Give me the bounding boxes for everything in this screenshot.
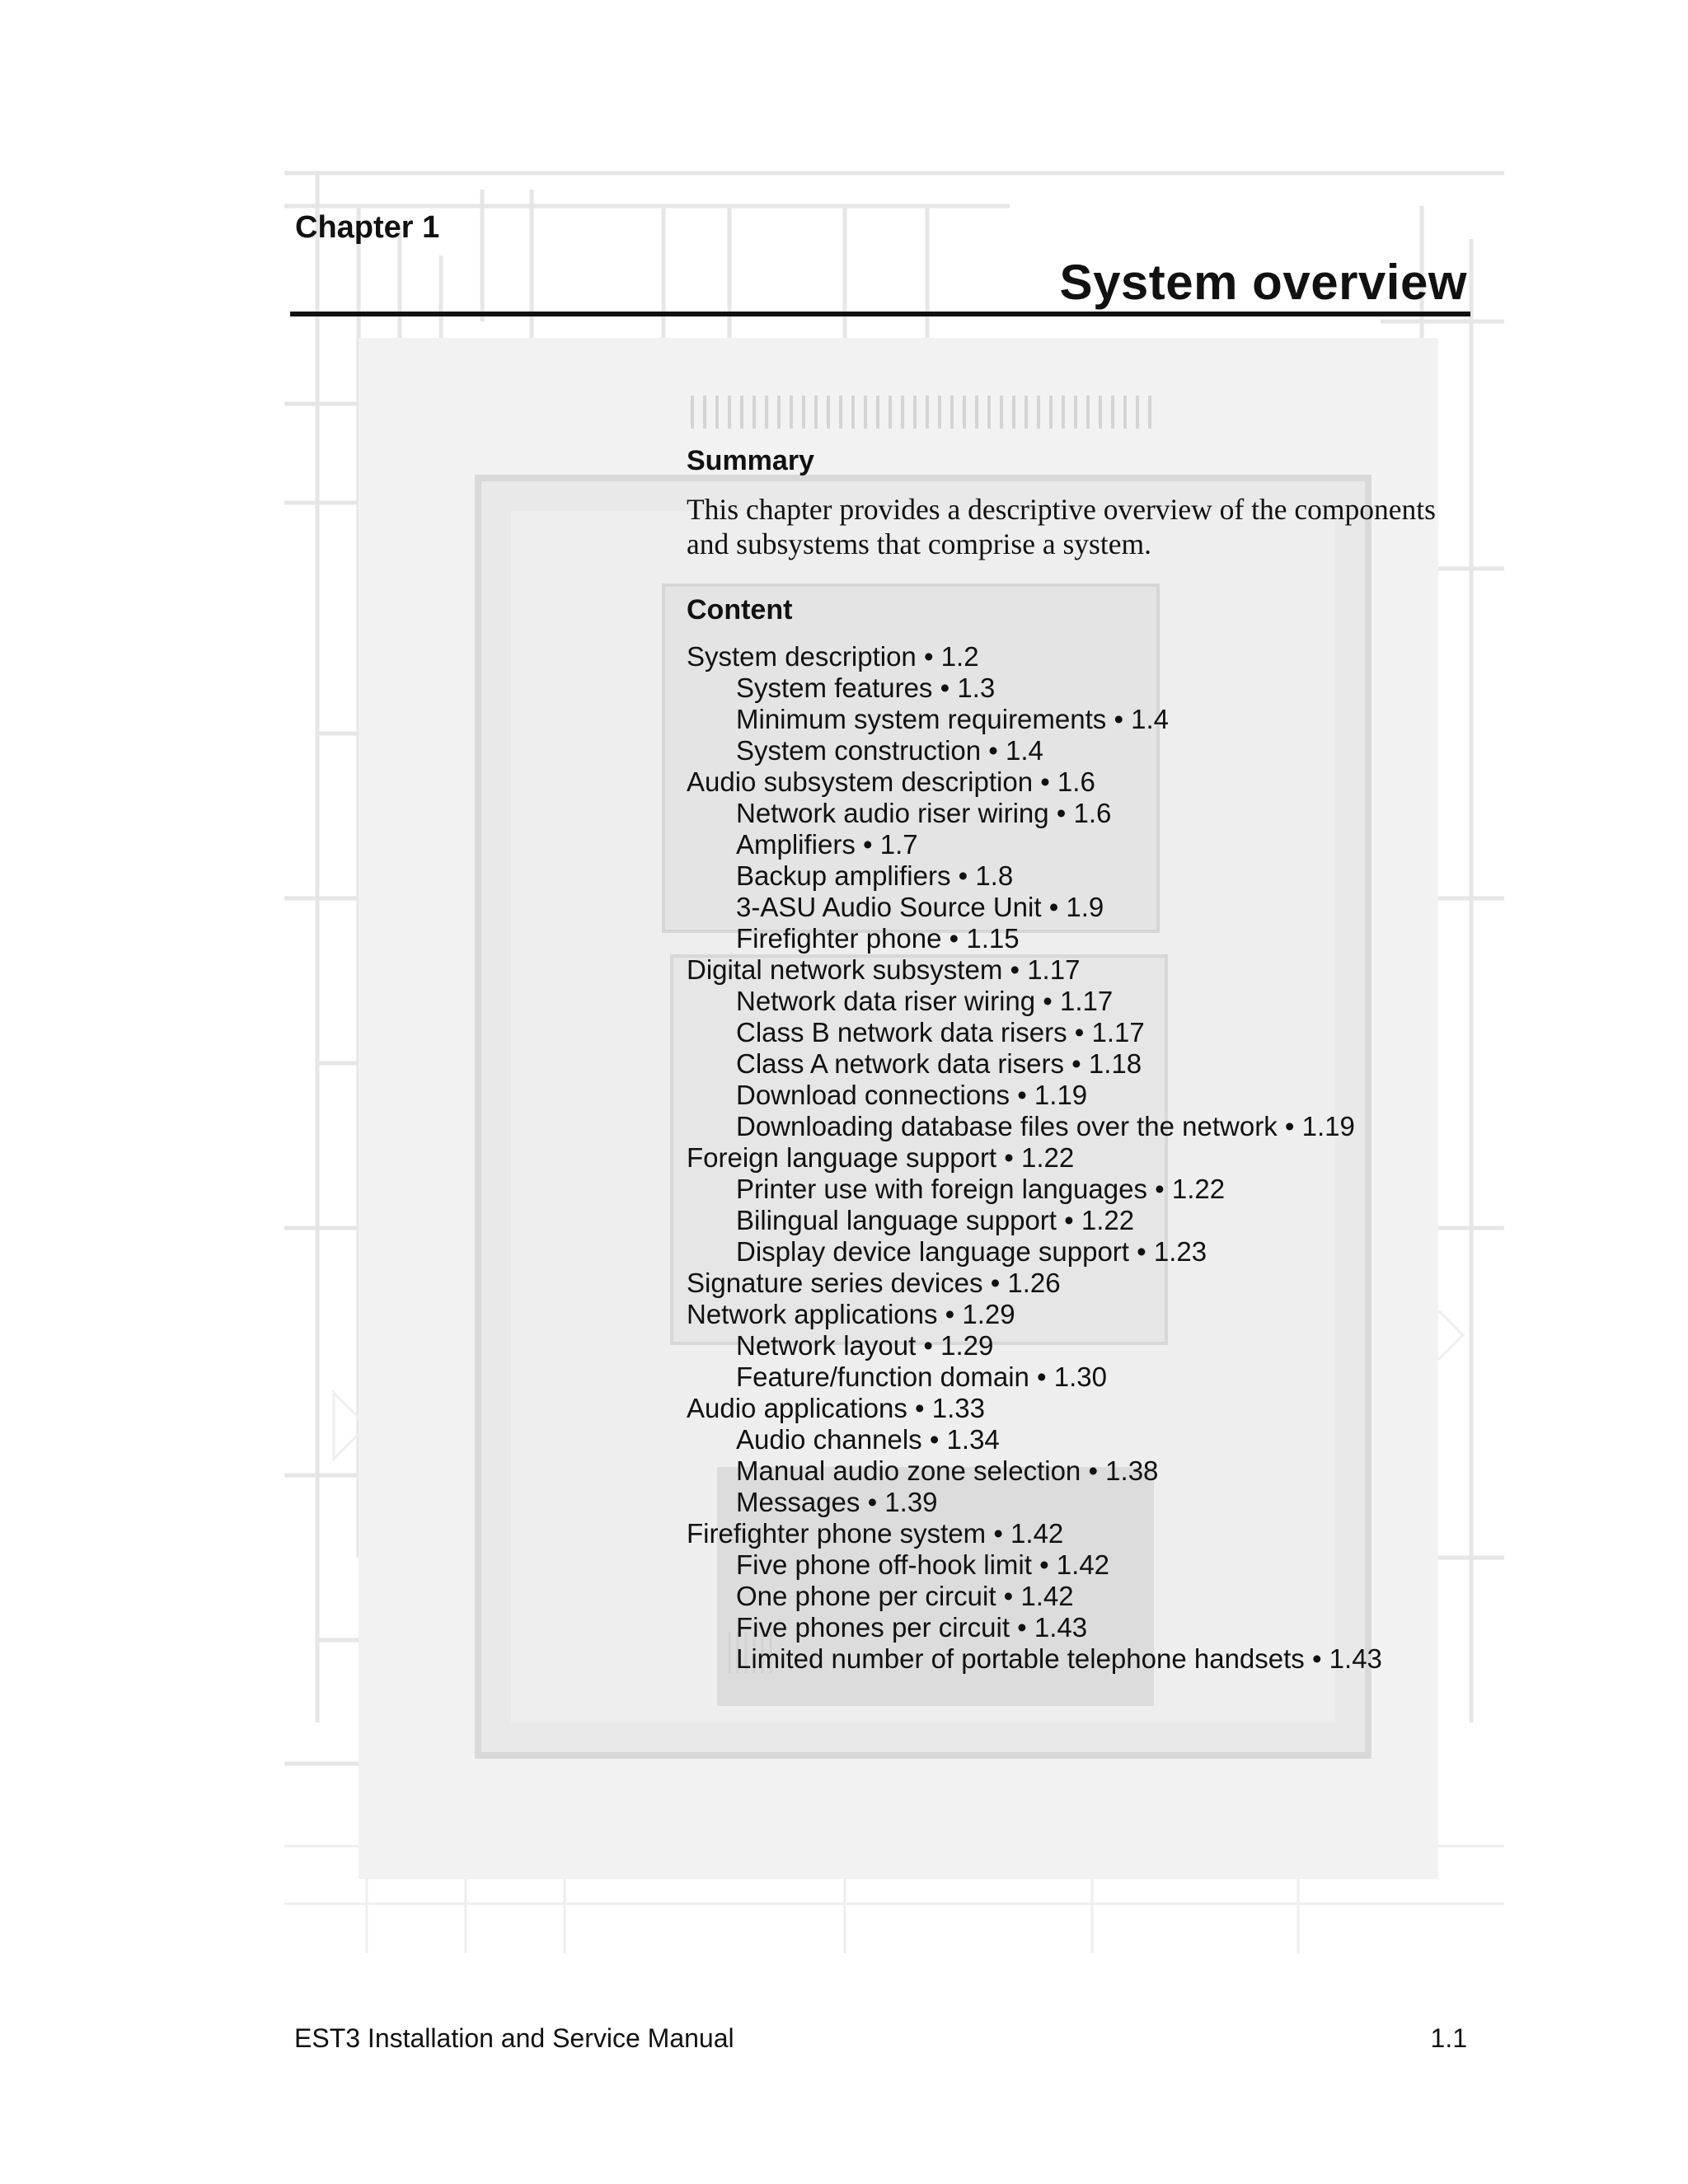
toc-subentry: One phone per circuit • 1.42 [736, 1581, 1074, 1611]
toc-subentry: Audio channels • 1.34 [736, 1424, 1000, 1455]
toc-subentry: Manual audio zone selection • 1.38 [736, 1455, 1159, 1486]
toc-subentry: Limited number of portable telephone handsets • 1.43 [736, 1643, 1382, 1674]
toc-entry: Audio subsystem description • 1.6 [687, 766, 1095, 797]
summary-text: This chapter provides a descriptive overview of the components and subsystems that comprise a system. [687, 493, 1436, 560]
toc-subentry: 3-ASU Audio Source Unit • 1.9 [736, 892, 1104, 922]
toc-entry: Audio applications • 1.33 [687, 1393, 985, 1423]
toc-subentry: Bilingual language support • 1.22 [736, 1205, 1135, 1235]
toc-entry: Firefighter phone system • 1.42 [687, 1518, 1064, 1549]
summary-heading: Summary [687, 445, 814, 476]
toc-subentry: Network layout • 1.29 [736, 1330, 994, 1361]
toc-entry: Foreign language support • 1.22 [687, 1142, 1075, 1173]
toc-subentry: Amplifiers • 1.7 [736, 829, 918, 860]
toc-subentry: Download connections • 1.19 [736, 1080, 1088, 1110]
toc-subentry: Network audio riser wiring • 1.6 [736, 798, 1112, 828]
chapter-title: System overview [1059, 255, 1467, 310]
toc-subentry: Class A network data risers • 1.18 [736, 1048, 1142, 1079]
toc-subentry: Printer use with foreign languages • 1.22 [736, 1174, 1226, 1204]
chapter-contents [687, 445, 1478, 1675]
content-heading: Content [687, 594, 793, 626]
toc-subentry: Display device language support • 1.23 [736, 1236, 1207, 1267]
footer-page-number: 1.1 [1430, 2023, 1467, 2053]
chapter-label: Chapter 1 [295, 210, 440, 245]
toc-subentry: Minimum system requirements • 1.4 [736, 704, 1170, 734]
toc-entry: System description • 1.2 [687, 641, 979, 672]
toc-subentry: Downloading database files over the network • 1.19 [736, 1111, 1355, 1141]
toc-subentry: Firefighter phone • 1.15 [736, 923, 1020, 954]
title-rule [290, 312, 1470, 316]
toc-subentry: Feature/function domain • 1.30 [736, 1361, 1107, 1392]
toc-subentry: System construction • 1.4 [736, 735, 1043, 766]
footer-manual-title: EST3 Installation and Service Manual [294, 2023, 734, 2053]
toc-subentry: Backup amplifiers • 1.8 [736, 860, 1014, 891]
toc-subentry: Five phones per circuit • 1.43 [736, 1612, 1088, 1643]
toc-entry: Digital network subsystem • 1.17 [687, 954, 1081, 985]
toc-entry: Signature series devices • 1.26 [687, 1268, 1061, 1298]
toc-subentry: System features • 1.3 [736, 673, 996, 703]
toc-subentry: Network data riser wiring • 1.17 [736, 986, 1114, 1016]
toc-subentry: Five phone off-hook limit • 1.42 [736, 1549, 1110, 1580]
table-of-contents [687, 641, 1478, 1675]
toc-subentry: Class B network data risers • 1.17 [736, 1017, 1145, 1047]
toc-entry: Network applications • 1.29 [687, 1299, 1015, 1329]
toc-subentry: Messages • 1.39 [736, 1487, 938, 1517]
